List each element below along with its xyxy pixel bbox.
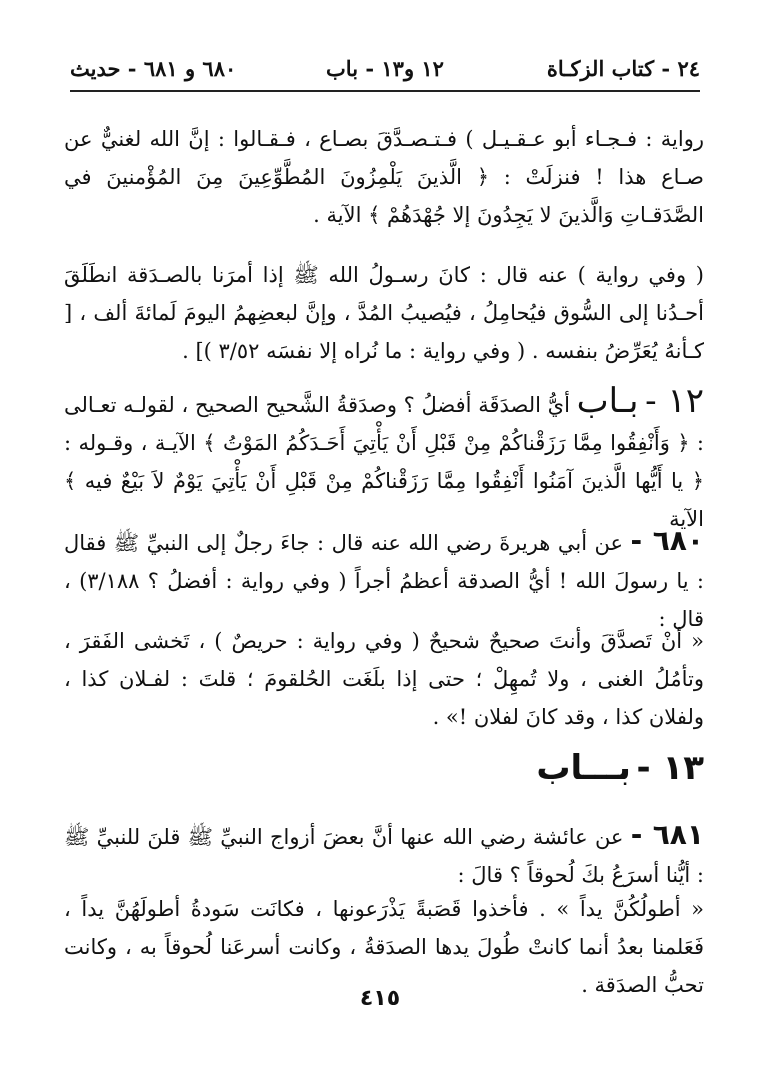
quote-text: « أنْ تَصدَّقَ وأنتَ صحيحٌ شحيحٌ ( وفي رواية : حريصٌ ) ، تَخشى الفَقرَ ، وتأمُلُ الغنى ، ولا تُمهِلْ ؛ حتى إذا بلَغَت الحُلقومَ ؛ قلتَ : لفـلان كذا ، ولفلان كذا ، وقد كانَ لفلان !» . <box>64 629 704 729</box>
hadith-680 <box>64 522 704 638</box>
hadith-680-text: عن أبي هريرةَ رضي الله عنه قال : جاءَ رجلٌ إلى النبيِّ ﷺ فقال : يا رسولَ الله ! أيُّ الصدقة أعظمُ أجراً ( وفي رواية : أفضلُ ؟ ٣/١٨٨) ، قال : <box>64 531 704 631</box>
paragraph-text: رواية : فـجـاء أبو عـقـيـل ) فـتـصـدَّقَ بصـاع ، فـقـالوا : إنَّ الله لغنيٌّ عن صـاع هذا ! فنزلَتْ : ﴿ الَّذينَ يَلْمِزُونَ المُطَّوِّعِينَ مِنَ المُؤْمنينَ في الصَّدَقـاتِ وَالَّذينَ لا يَجِدُونَ إلا جُهْدَهُمْ ﴾ الآية . <box>64 127 704 227</box>
hadith-681 <box>64 816 704 894</box>
paragraph-text: ( وفي رواية ) عنه قال : كانَ رسـولُ الله ﷺ إذا أمرَنا بالصـدَقة انطَلَقَ أحـدُنا إلى السُّوق فيُحامِلُ ، فيُصيبُ المُدَّ ، وإنَّ لبعضِهمُ اليومَ لَمائةَ ألف ، [ كـأنهُ يُعَرِّضُ بنفسه . ( وفي رواية : ما نُراه إلا نفسَه ٣/٥٢ )] . <box>64 263 704 363</box>
page-number: ٤١٥ <box>359 986 401 1011</box>
hadith-680-quote <box>64 622 704 736</box>
hadith-680-number: ٦٨٠ - <box>630 524 704 557</box>
chapter-12-text: أيُّ الصدَقَة أفضلُ ؟ وصدَقةُ الشَّحيح الصحيح ، لقولـه تعـالى : ﴿ وَأَنْفِقُوا مِمَّا رَزَقْناكُمْ مِنْ قَبْلِ أَنْ يَأْتِيَ أَحَـدَكُمُ المَوْتُ ﴾ الآيـة ، وقـوله : ﴿ يا أَيُّها الَّذينَ آمَنُوا أَنْفِقُوا مِمَّا رَزَقْناكُمْ مِنْ قَبْلِ أَنْ يَأْتِيَ يَوْمٌ لاَ بَيْعٌ فيه ﴾ الآية <box>64 393 704 531</box>
paragraph-1 <box>64 120 704 234</box>
running-header <box>70 56 700 92</box>
header-hadith-range: ٦٨٠ و ٦٨١ - حديث <box>70 56 237 81</box>
header-book-title: ٢٤ - كتاب الزكـاة <box>546 56 700 81</box>
chapter-13-number: ١٣ - <box>636 748 704 788</box>
chapter-13-heading <box>536 748 704 788</box>
chapter-12-title: بـاب <box>576 381 639 421</box>
paragraph-2 <box>64 256 704 370</box>
header-chapter: ١٢ و١٣ - باب <box>326 56 444 81</box>
chapter-12-block <box>64 382 704 538</box>
quote-text: « أطولُكُنَّ يداً » . فأخذوا قَصَبةً يَذْرَعونها ، فكانَت سَودةُ أطولَهُنَّ يداً ، فَعَلمنا بعدُ أنما كانتْ طُولَ يدها الصدَقةُ ، وكانت أسرعَنا لُحوقاً به ، وكانت تحبُّ الصدَقة . <box>64 897 704 997</box>
chapter-13-title: بـــاب <box>536 748 631 788</box>
chapter-12-number: ١٢ - <box>645 381 704 421</box>
hadith-681-number: ٦٨١ - <box>630 818 704 851</box>
hadith-681-text: عن عائشة رضي الله عنها أنَّ بعضَ أزواج النبيِّ ﷺ قلنَ للنبيِّ ﷺ : أيُّنا أسرَعُ بكَ لُحوقاً ؟ قالَ : <box>64 825 704 887</box>
